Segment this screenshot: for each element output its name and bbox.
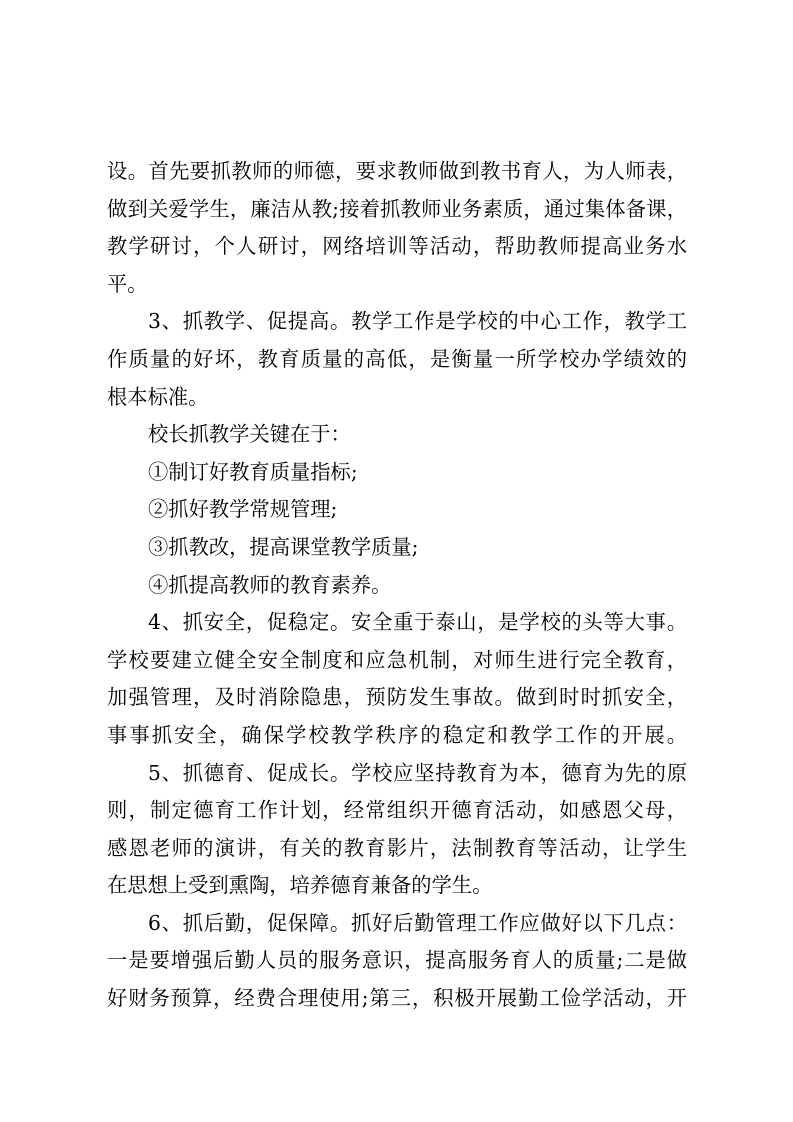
text-line: 事事抓安全，确保学校教学秩序的稳定和教学工作的开展。 [107,722,687,747]
paragraph-item-3-teaching [107,303,687,416]
text-line: ②抓好教学常规管理; [148,497,338,522]
text-line: 好财务预算，经费合理使用;第三，积极开展勤工俭学活动，开 [107,986,687,1011]
list-item-4 [107,567,687,605]
text-line: 平。 [107,271,148,296]
text-line: 3、抓教学、促提高。教学工作是学校的中心工作，教学工 [148,309,687,334]
paragraph-item-6-logistics [107,905,687,1018]
text-line: 加强管理，及时消除隐患，预防发生事故。做到时时抓安全， [107,685,687,710]
text-line: 校长抓教学关键在于： [148,422,351,447]
text-line: 作质量的好坏，教育质量的高低，是衡量一所学校办学绩效的 [107,346,687,371]
text-line: ①制订好教育质量指标; [148,459,358,484]
text-line: 学校要建立健全安全制度和应急机制，对师生进行完全教育， [107,647,687,672]
text-line: ③抓教改，提高课堂教学质量; [148,534,419,559]
text-line: 则，制定德育工作计划，经常组织开德育活动，如感恩父母， [107,798,687,823]
paragraph-item-5-moral-education [107,755,687,905]
paragraph-item-4-safety [107,604,687,754]
text-line: 设。首先要抓教师的师德，要求教师做到教书育人，为人师表， [107,159,687,183]
text-line: 做到关爱学生，廉洁从教;接着抓教师业务素质，通过集体备课， [107,196,687,221]
text-line: 一是要增强后勤人员的服务意识，提高服务育人的质量;二是做 [107,948,687,973]
text-line: 4、抓安全，促稳定。安全重于泰山，是学校的头等大事。 [148,610,687,635]
list-item-2 [107,491,687,529]
paragraph-principal-key-points [107,416,687,454]
text-line: ④抓提高教师的教育素养。 [148,572,392,597]
text-line: 在思想上受到熏陶，培养德育兼备的学生。 [107,873,493,898]
body-text [107,153,687,1018]
list-item-3 [107,529,687,567]
list-item-1 [107,454,687,492]
text-line: 5、抓德育、促成长。学校应坚持教育为本，德育为先的原 [148,760,687,785]
text-line: 教学研讨，个人研讨，网络培训等活动，帮助教师提高业务水 [107,234,687,259]
text-line: 感恩老师的演讲，有关的教育影片，法制教育等活动，让学生 [107,835,687,860]
text-line: 根本标准。 [107,384,209,409]
paragraph-teacher-development-continued [107,153,687,303]
text-line: 6、抓后勤，促保障。抓好后勤管理工作应做好以下几点： [148,910,687,935]
